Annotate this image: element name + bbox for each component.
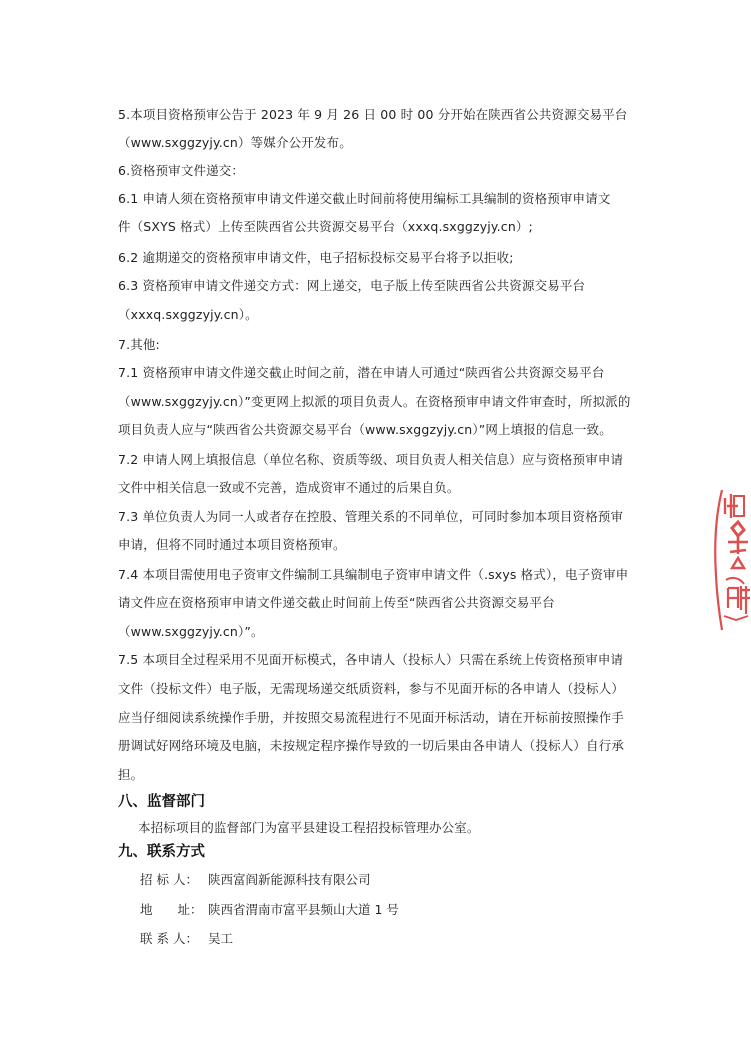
paragraph-line: 项目负责人应与“陕西省公共资源交易平台（www.sxggzyjy.cn）”网上填报的信息一致。	[118, 422, 612, 437]
paragraph-line: （www.sxggzyjy.cn）”变更网上拟派的项目负责人。在资格预审申请文件审查时，所拟派的	[118, 394, 631, 409]
section-heading-supervision: 八、监督部门	[118, 794, 205, 810]
supervision-body: 本招标项目的监督部门为富平县建设工程招投标管理办公室。	[138, 820, 480, 835]
paragraph-line: 应当仔细阅读系统操作手册，并按照交易流程进行不见面开标活动，请在开标前按照操作手	[118, 710, 625, 725]
paragraph-line: 件（SXYS 格式）上传至陕西省公共资源交易平台（xxxq.sxggzyjy.cn）;	[118, 219, 533, 234]
contact-label: 招 标 人：	[140, 872, 198, 887]
paragraph-line: 7.5 本项目全过程采用不见面开标模式，各申请人（投标人）只需在系统上传资格预审申请	[118, 652, 624, 667]
paragraph-line: （www.sxggzyjy.cn）”。	[118, 624, 264, 639]
paragraph-line: 文件中相关信息一致或不完善，造成资审不通过的后果自负。	[118, 480, 460, 495]
paragraph-line: 请文件应在资格预审申请文件递交截止时间前上传至“陕西省公共资源交易平台	[118, 595, 555, 610]
paragraph-line: 担。	[118, 767, 144, 782]
paragraph-line: 6.1 申请人须在资格预审申请文件递交截止时间前将使用编标工具编制的资格预审申请文	[118, 191, 611, 206]
contact-label: 地 址：	[140, 902, 203, 917]
paragraph-line: 文件（投标文件）电子版，无需现场递交纸质资料，参与不见面开标的各申请人（投标人）	[118, 681, 625, 696]
contact-value: 陕西省渭南市富平县频山大道 1 号	[208, 902, 399, 917]
paragraph-line: 5.本项目资格预审公告于 2023 年 9 月 26 日 00 时 00 分开始在陕西省公共资源交易平台	[118, 107, 628, 122]
contact-row-tenderer	[140, 871, 371, 889]
paragraph-line: 6.资格预审文件递交：	[118, 163, 245, 178]
paragraph-line: 7.3 单位负责人为同一人或者存在控股、管理关系的不同单位，可同时参加本项目资格预审	[118, 509, 624, 524]
contact-value: 陕西富阎新能源科技有限公司	[208, 872, 371, 887]
contact-value: 吴工	[208, 931, 234, 946]
paragraph-line: （www.sxggzyjy.cn）等媒介公开发布。	[118, 135, 352, 150]
paragraph-line: 申请，但将不同时通过本项目资格预审。	[118, 537, 346, 552]
contact-row-address	[140, 901, 399, 919]
paragraph-line: 6.2 逾期递交的资格预审申请文件，电子招标投标交易平台将予以拒收;	[118, 250, 514, 265]
paragraph-line: 册调试好网络环境及电脑，未按规定程序操作导致的一切后果由各申请人（投标人）自行承	[118, 738, 625, 753]
paragraph-line: 7.2 申请人网上填报信息（单位名称、资质等级、项目负责人相关信息）应与资格预审申请	[118, 452, 624, 467]
paragraph-line: 7.1 资格预审申请文件递交截止时间之前，潜在申请人可通过“陕西省公共资源交易平台	[118, 365, 605, 380]
paragraph-line: 6.3 资格预审申请文件递交方式：网上递交，电子版上传至陕西省公共资源交易平台	[118, 278, 586, 293]
section-heading-contact: 九、联系方式	[118, 844, 205, 860]
paragraph-line: 7.其他:	[118, 337, 160, 352]
paragraph-line: （xxxq.sxggzyjy.cn）。	[118, 307, 258, 322]
red-seal-stamp-icon	[708, 484, 751, 634]
paragraph-line: 7.4 本项目需使用电子资审文件编制工具编制电子资审申请文件（.sxys 格式），电子资审申	[118, 567, 629, 582]
contact-label: 联 系 人：	[140, 931, 198, 946]
contact-row-person	[140, 930, 233, 948]
